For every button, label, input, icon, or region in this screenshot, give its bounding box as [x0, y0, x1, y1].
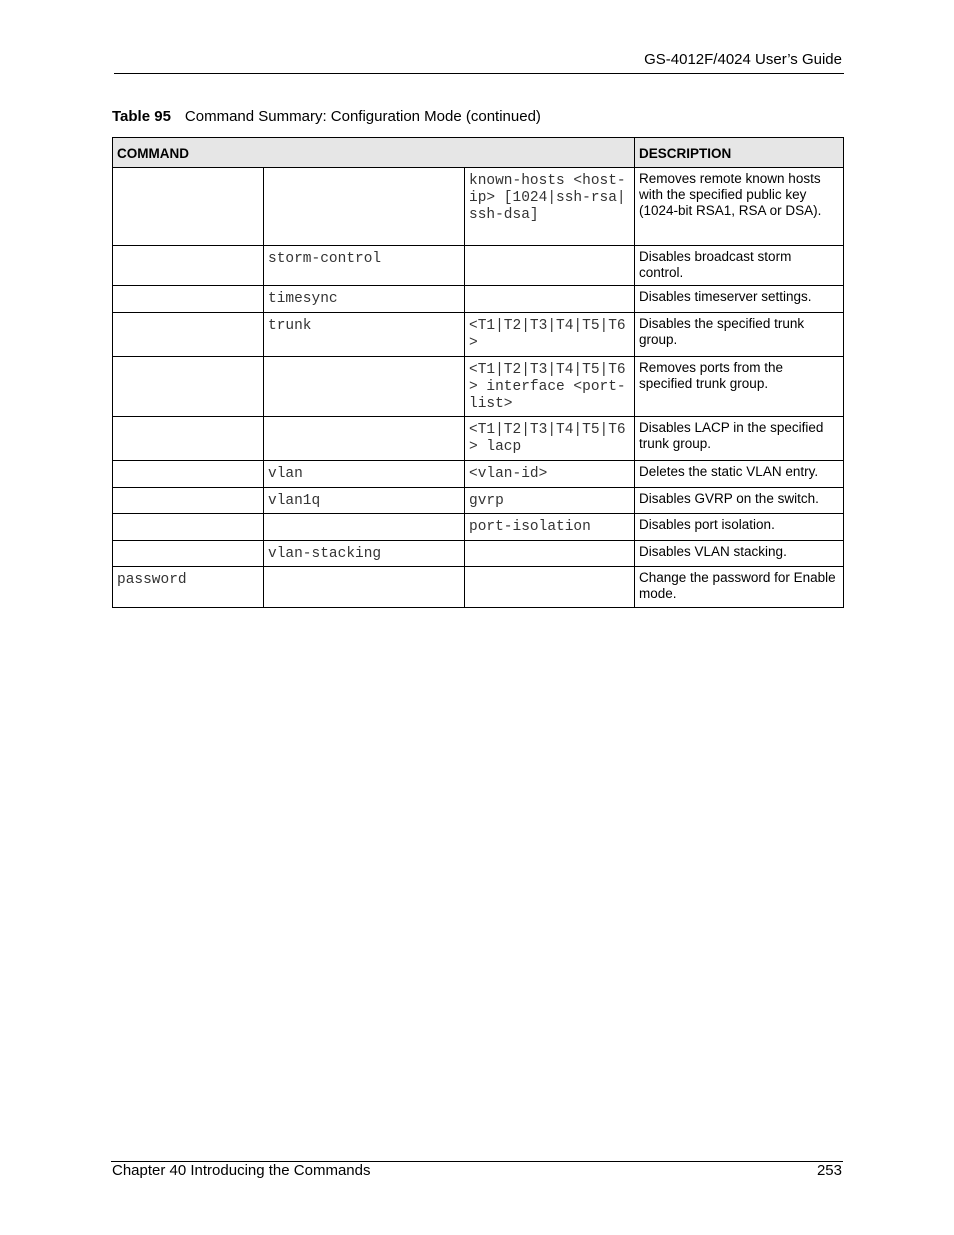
table-row [113, 168, 844, 246]
description-cell: Disables LACP in the specified trunk group. [635, 417, 844, 461]
command-cell-1 [113, 168, 264, 246]
table-row [113, 567, 844, 608]
table-row [113, 514, 844, 541]
command-cell-2 [264, 514, 465, 541]
command-cell-2: vlan [264, 461, 465, 488]
command-cell-1 [113, 286, 264, 313]
command-cell-3 [465, 567, 635, 608]
command-cell-2 [264, 357, 465, 417]
command-cell-2: storm-control [264, 246, 465, 286]
description-cell: Disables VLAN stacking. [635, 541, 844, 567]
description-header: DESCRIPTION [635, 138, 844, 168]
table-row [113, 313, 844, 357]
table-row [113, 417, 844, 461]
command-cell-3: known-hosts <host-ip> [1024|ssh-rsa|ssh-dsa] [465, 168, 635, 246]
table-header-row [113, 138, 844, 168]
command-cell-2: timesync [264, 286, 465, 313]
description-cell: Disables timeserver settings. [635, 286, 844, 313]
command-cell-1 [113, 461, 264, 488]
table-row [113, 246, 844, 286]
command-cell-2 [264, 417, 465, 461]
command-cell-1 [113, 417, 264, 461]
command-cell-3 [465, 286, 635, 313]
command-cell-3 [465, 246, 635, 286]
description-cell: Change the password for Enable mode. [635, 567, 844, 608]
command-cell-1 [113, 514, 264, 541]
command-cell-1 [113, 246, 264, 286]
description-cell: Disables broadcast storm control. [635, 246, 844, 286]
command-cell-2: vlan1q [264, 488, 465, 514]
command-cell-1 [113, 488, 264, 514]
header-rule [114, 73, 844, 74]
command-cell-1 [113, 541, 264, 567]
command-cell-3: port-isolation [465, 514, 635, 541]
description-cell: Disables port isolation. [635, 514, 844, 541]
command-cell-1: password [113, 567, 264, 608]
description-cell: Removes remote known hosts with the specified public key (1024-bit RSA1, RSA or DSA). [635, 168, 844, 246]
footer-chapter: Chapter 40 Introducing the Commands [112, 1162, 371, 1179]
description-cell: Removes ports from the specified trunk group. [635, 357, 844, 417]
command-summary-table [112, 137, 844, 608]
command-cell-3: <vlan-id> [465, 461, 635, 488]
table-number: Table 95 [112, 108, 171, 125]
command-cell-3: <T1|T2|T3|T4|T5|T6> interface <port-list> [465, 357, 635, 417]
command-cell-2: vlan-stacking [264, 541, 465, 567]
table-caption [112, 108, 541, 125]
command-cell-3: gvrp [465, 488, 635, 514]
table-row [113, 488, 844, 514]
command-cell-3: <T1|T2|T3|T4|T5|T6> [465, 313, 635, 357]
table-title: Command Summary: Configuration Mode (continued) [184, 108, 541, 125]
command-cell-1 [113, 313, 264, 357]
command-cell-3 [465, 541, 635, 567]
command-header: COMMAND [113, 138, 635, 168]
table-row [113, 357, 844, 417]
command-cell-2 [264, 567, 465, 608]
command-cell-2 [264, 168, 465, 246]
command-cell-1 [113, 357, 264, 417]
page-number: 253 [816, 1162, 842, 1179]
description-cell: Disables the specified trunk group. [635, 313, 844, 357]
table-row [113, 286, 844, 313]
table-row [113, 461, 844, 488]
description-cell: Disables GVRP on the switch. [635, 488, 844, 514]
command-cell-2: trunk [264, 313, 465, 357]
running-header: GS-4012F/4024 User’s Guide [644, 51, 842, 68]
table-row [113, 541, 844, 567]
command-cell-3: <T1|T2|T3|T4|T5|T6> lacp [465, 417, 635, 461]
description-cell: Deletes the static VLAN entry. [635, 461, 844, 488]
